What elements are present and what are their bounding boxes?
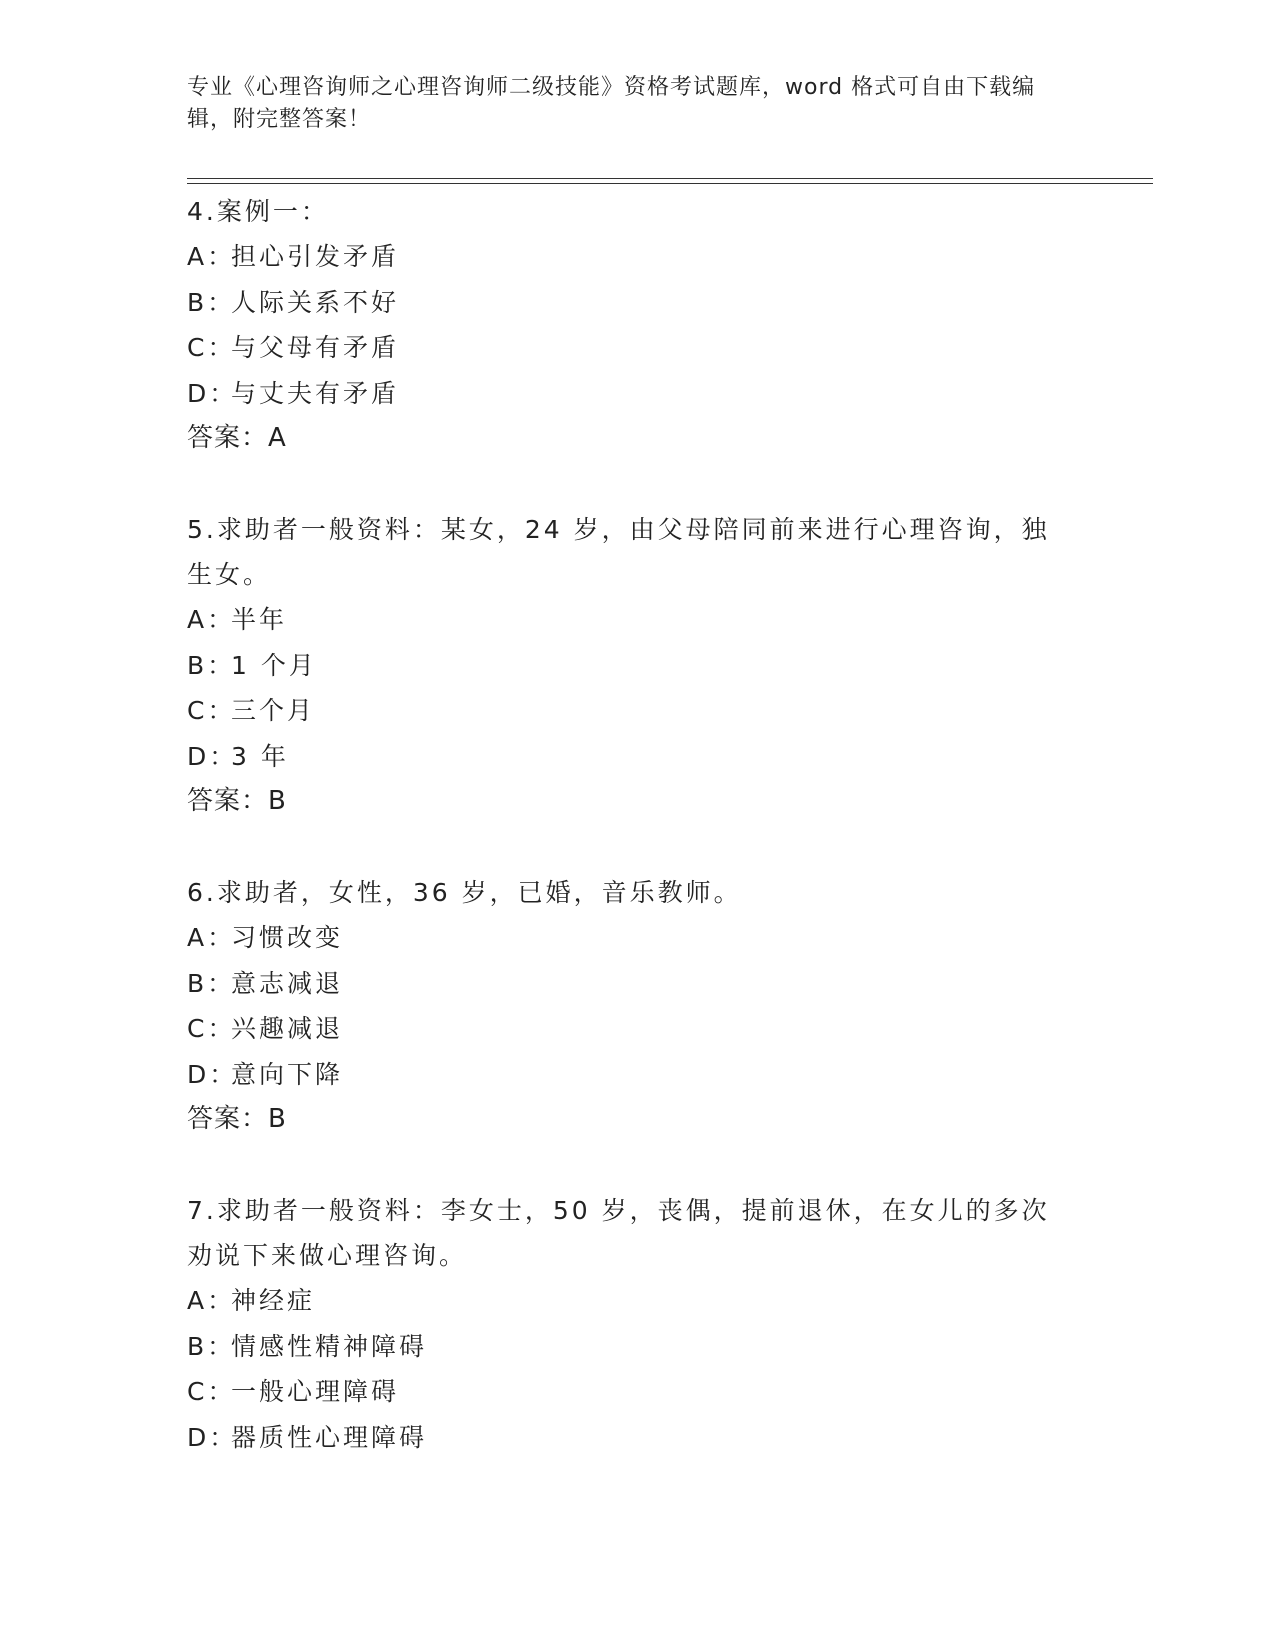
- option-text: 人际关系不好: [231, 287, 400, 317]
- option-key: A：: [187, 1286, 236, 1315]
- question-7: [187, 1188, 1067, 1460]
- option-c: [187, 688, 1067, 734]
- answer-line: 答案：B: [187, 786, 287, 816]
- option-key: A：: [187, 242, 236, 271]
- question-5: [187, 507, 1067, 824]
- option-text: 兴趣减退: [231, 1014, 344, 1043]
- option-key: D：: [187, 378, 238, 408]
- question-4: [187, 189, 1067, 461]
- option-d: [187, 734, 1067, 780]
- option-key: B：: [187, 968, 236, 998]
- option-key: A：: [187, 923, 236, 952]
- option-text: 与丈夫有矛盾: [231, 378, 400, 408]
- header-divider-top: [187, 178, 1153, 179]
- question-stem: 7.求助者一般资料：李女士，50 岁，丧偶，提前退休，在女儿的多次劝说下来做心理咨询。: [187, 1196, 1050, 1270]
- option-text: 意向下降: [231, 1059, 344, 1089]
- header-divider-bottom: [187, 183, 1153, 184]
- option-text: 一般心理障碍: [231, 1377, 400, 1406]
- option-a: [187, 1278, 1067, 1324]
- question-list: [187, 189, 1067, 1506]
- question-stem: 5.求助者一般资料：某女，24 岁，由父母陪同前来进行心理咨询，独生女。: [187, 515, 1050, 589]
- option-key: D：: [187, 741, 238, 771]
- answer-line: 答案：A: [187, 423, 287, 453]
- option-b: [187, 1324, 1067, 1370]
- question-stem: 4.案例一：: [187, 197, 329, 226]
- option-d: [187, 1415, 1067, 1461]
- option-d: [187, 371, 1067, 417]
- question-stem: 6.求助者，女性，36 岁，已婚，音乐教师。: [187, 878, 742, 907]
- option-b: [187, 280, 1067, 326]
- option-key: A：: [187, 605, 236, 634]
- option-c: [187, 1006, 1067, 1052]
- option-text: 1 个月: [231, 650, 317, 680]
- document-header: [187, 72, 1067, 136]
- option-a: [187, 597, 1067, 643]
- option-d: [187, 1052, 1067, 1098]
- option-text: 意志减退: [231, 968, 344, 998]
- option-text: 器质性心理障碍: [231, 1422, 428, 1452]
- header-description: 专业《心理咨询师之心理咨询师二级技能》资格考试题库，word 格式可自由下载编辑，附完整答案！: [187, 75, 1036, 132]
- option-text: 与父母有矛盾: [231, 333, 400, 362]
- option-a: [187, 234, 1067, 280]
- option-text: 习惯改变: [231, 923, 344, 952]
- option-text: 担心引发矛盾: [231, 242, 400, 271]
- option-text: 神经症: [231, 1286, 316, 1315]
- option-key: B：: [187, 650, 236, 680]
- question-6: [187, 870, 1067, 1142]
- option-key: C：: [187, 1377, 236, 1406]
- option-text: 3 年: [231, 741, 289, 771]
- option-key: C：: [187, 696, 236, 725]
- option-c: [187, 1369, 1067, 1415]
- option-text: 半年: [231, 605, 288, 634]
- option-key: D：: [187, 1059, 238, 1089]
- option-text: 情感性精神障碍: [231, 1331, 428, 1361]
- option-key: B：: [187, 1331, 236, 1361]
- option-key: C：: [187, 1014, 236, 1043]
- option-key: C：: [187, 333, 236, 362]
- option-key: D：: [187, 1422, 238, 1452]
- option-b: [187, 961, 1067, 1007]
- option-b: [187, 643, 1067, 689]
- option-a: [187, 915, 1067, 961]
- option-text: 三个月: [231, 696, 316, 725]
- answer-line: 答案：B: [187, 1104, 287, 1134]
- option-key: B：: [187, 287, 236, 317]
- option-c: [187, 325, 1067, 371]
